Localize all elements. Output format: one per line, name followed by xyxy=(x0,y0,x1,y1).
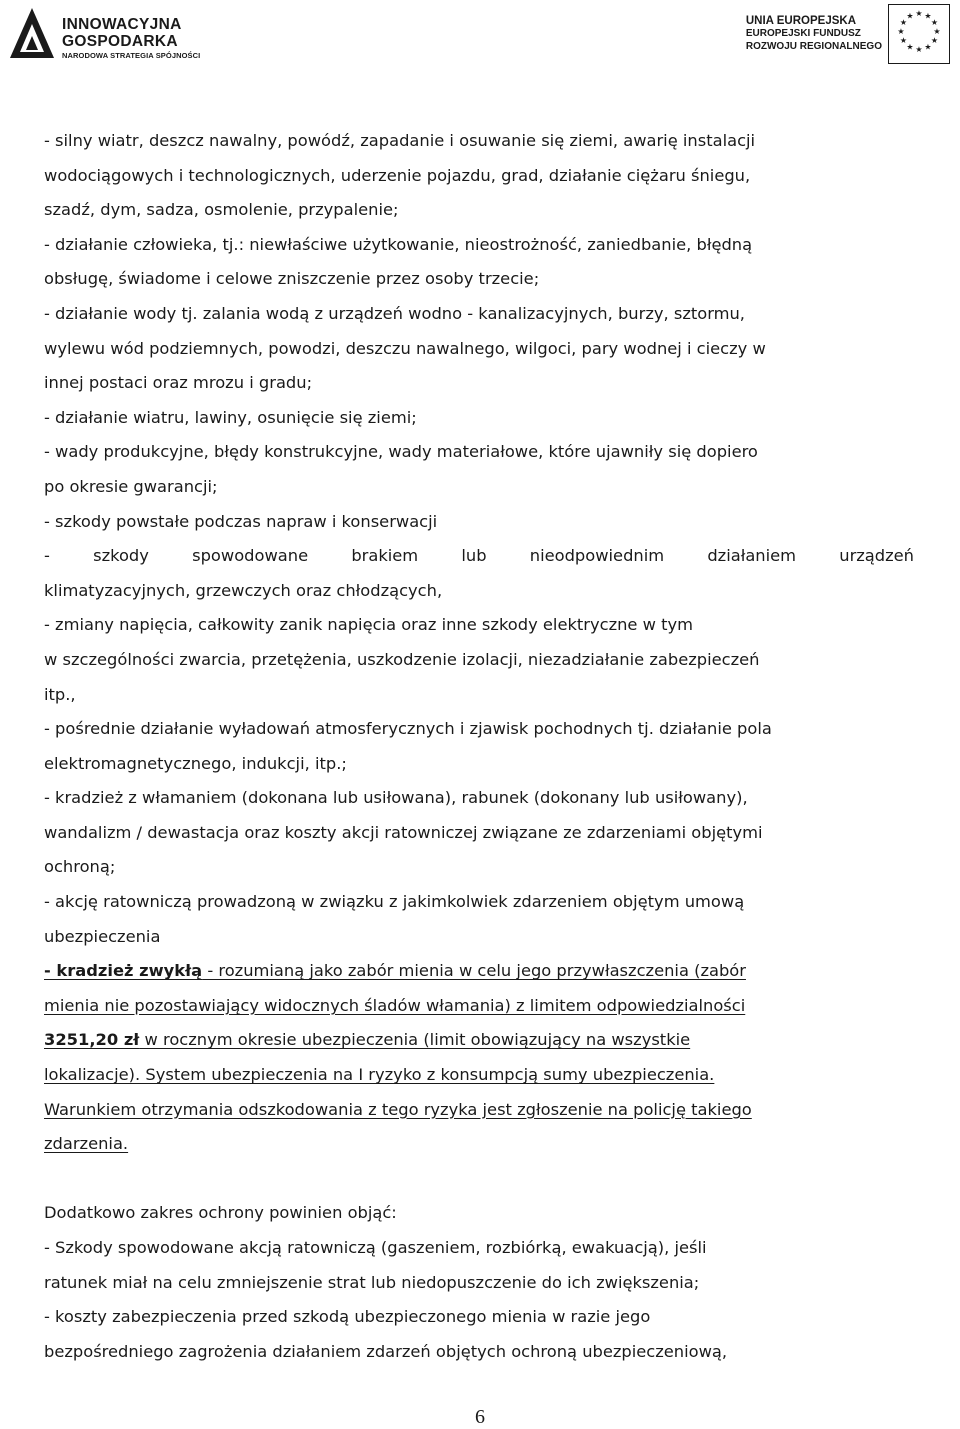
text-line: innej postaci oraz mrozu i gradu; xyxy=(44,373,313,393)
document-body xyxy=(44,124,914,1369)
text-line: ubezpieczenia xyxy=(44,926,161,946)
ig-emblem-icon xyxy=(6,6,58,62)
innowacyjna-gospodarka-logo xyxy=(6,6,206,62)
text-line: - działanie człowieka, tj.: niewłaściwe użytkowanie, nieostrożność, zaniedbanie, błędną xyxy=(44,234,753,254)
svg-text:★: ★ xyxy=(930,18,939,27)
underlined-line xyxy=(44,1023,914,1058)
text-line: Dodatkowo zakres ochrony powinien objąć: xyxy=(44,1203,397,1223)
eu-flag-icon xyxy=(888,4,950,64)
text-line: - wady produkcyjne, błędy konstrukcyjne, wady materiałowe, które ujawniły się dopiero xyxy=(44,442,758,462)
text-line: - Szkody spowodowane akcją ratowniczą (gaszeniem, rozbiórką, ewakuacją), jeśli xyxy=(44,1238,707,1257)
svg-text:★: ★ xyxy=(930,36,939,45)
text-line: wylewu wód podziemnych, powodzi, deszczu nawalnego, wilgoci, pary wodnej i cieczy w xyxy=(44,338,766,358)
text-line: - szkody spowodowane brakiem lub nieodpowiednim działaniem urządzeń xyxy=(44,546,914,566)
svg-text:★: ★ xyxy=(897,27,905,36)
text-line: po okresie gwarancji; xyxy=(44,476,218,496)
ig-logo-line2: GOSPODARKA xyxy=(62,33,178,50)
eu-logo xyxy=(730,4,950,64)
ig-logo-line3: NARODOWA STRATEGIA SPÓJNOŚCI xyxy=(62,51,201,60)
text-line: - kradzież z włamaniem (dokonana lub usiłowana), rabunek (dokonany lub usiłowany), xyxy=(44,788,748,808)
svg-text:★: ★ xyxy=(933,27,941,36)
page-header xyxy=(0,0,960,70)
svg-text:★: ★ xyxy=(906,11,914,21)
text-fragment: - rozumianą jako zabór mienia w celu jego przywłaszczenia (zabór xyxy=(202,961,746,981)
text-line: - działanie wody tj. zalania wodą z urządzeń wodno - kanalizacyjnych, burzy, sztormu, xyxy=(44,303,745,323)
text-line: w szczególności zwarcia, przetężenia, uszkodzenie izolacji, niezadziałanie zabezpieczeń xyxy=(44,649,760,669)
text-line: wandalizm / dewastacja oraz koszty akcji ratowniczej związane ze zdarzeniami objętymi xyxy=(44,822,763,842)
eu-logo-line3: ROZWOJU REGIONALNEGO xyxy=(745,40,882,52)
text-line: ochroną; xyxy=(44,857,116,877)
underlined-line xyxy=(44,954,914,989)
underlined-line: Warunkiem otrzymania odszkodowania z tego ryzyka jest zgłoszenie na policję takiego xyxy=(44,1099,752,1119)
text-fragment: w rocznym okresie ubezpieczenia (limit obowiązujący na wszystkie xyxy=(139,1030,691,1050)
text-line: - działanie wiatru, lawiny, osunięcie się ziemi; xyxy=(44,407,417,427)
svg-text:★: ★ xyxy=(906,42,914,52)
underlined-line: mienia nie pozostawiający widocznych śladów włamania) z limitem odpowiedzialności xyxy=(44,995,746,1015)
svg-text:★: ★ xyxy=(924,42,932,52)
text-line: - akcję ratowniczą prowadzoną w związku z jakimkolwiek zdarzeniem objętym umową xyxy=(44,892,745,912)
text-line: bezpośredniego zagrożenia działaniem zdarzeń objętych ochroną ubezpieczeniową, xyxy=(44,1341,728,1361)
text-line: wodociągowych i technologicznych, uderzenie pojazdu, grad, działanie ciężaru śniegu, xyxy=(44,165,751,185)
text-line: klimatyzacyjnych, grzewczych oraz chłodzących, xyxy=(44,580,443,600)
svg-text:★: ★ xyxy=(915,45,923,54)
text-line: - silny wiatr, deszcz nawalny, powódź, zapadanie i osuwanie się ziemi, awarię instalacji xyxy=(44,131,756,150)
svg-text:★: ★ xyxy=(899,36,908,45)
underlined-line: zdarzenia. xyxy=(44,1134,129,1154)
eu-logo-line2: EUROPEJSKI FUNDUSZ xyxy=(745,28,861,39)
text-line: - koszty zabezpieczenia przed szkodą ubezpieczonego mienia w razie jego xyxy=(44,1307,651,1327)
text-line: - szkody powstałe podczas napraw i konserwacji xyxy=(44,511,438,531)
underlined-line: lokalizacje). System ubezpieczenia na I ryzyko z konsumpcją sumy ubezpieczenia. xyxy=(44,1065,715,1085)
bold-term: - kradzież zwykłą xyxy=(44,961,203,981)
page-number: 6 xyxy=(475,1406,485,1428)
limit-amount: 3251,20 zł xyxy=(44,1030,140,1050)
paragraph-gap xyxy=(44,1162,914,1197)
svg-text:★: ★ xyxy=(899,18,908,27)
text-line: szadź, dym, sadza, osmolenie, przypalenie; xyxy=(44,200,399,220)
text-line: - zmiany napięcia, całkowity zanik napięcia oraz inne szkody elektryczne w tym xyxy=(44,615,693,635)
text-line: elektromagnetycznego, indukcji, itp.; xyxy=(44,753,347,773)
svg-text:★: ★ xyxy=(924,11,932,21)
text-line: ratunek miał na celu zmniejszenie strat lub niedopuszczenie do ich zwiększenia; xyxy=(44,1272,700,1292)
text-line: itp., xyxy=(44,684,76,704)
ig-logo-line1: INNOWACYJNA xyxy=(62,16,182,33)
svg-text:★: ★ xyxy=(915,9,923,18)
text-line: - pośrednie działanie wyładowań atmosferycznych i zjawisk pochodnych tj. działanie pola xyxy=(44,719,772,739)
eu-logo-line1: UNIA EUROPEJSKA xyxy=(745,15,856,27)
text-line: obsługę, świadome i celowe zniszczenie przez osoby trzecie; xyxy=(44,269,540,289)
